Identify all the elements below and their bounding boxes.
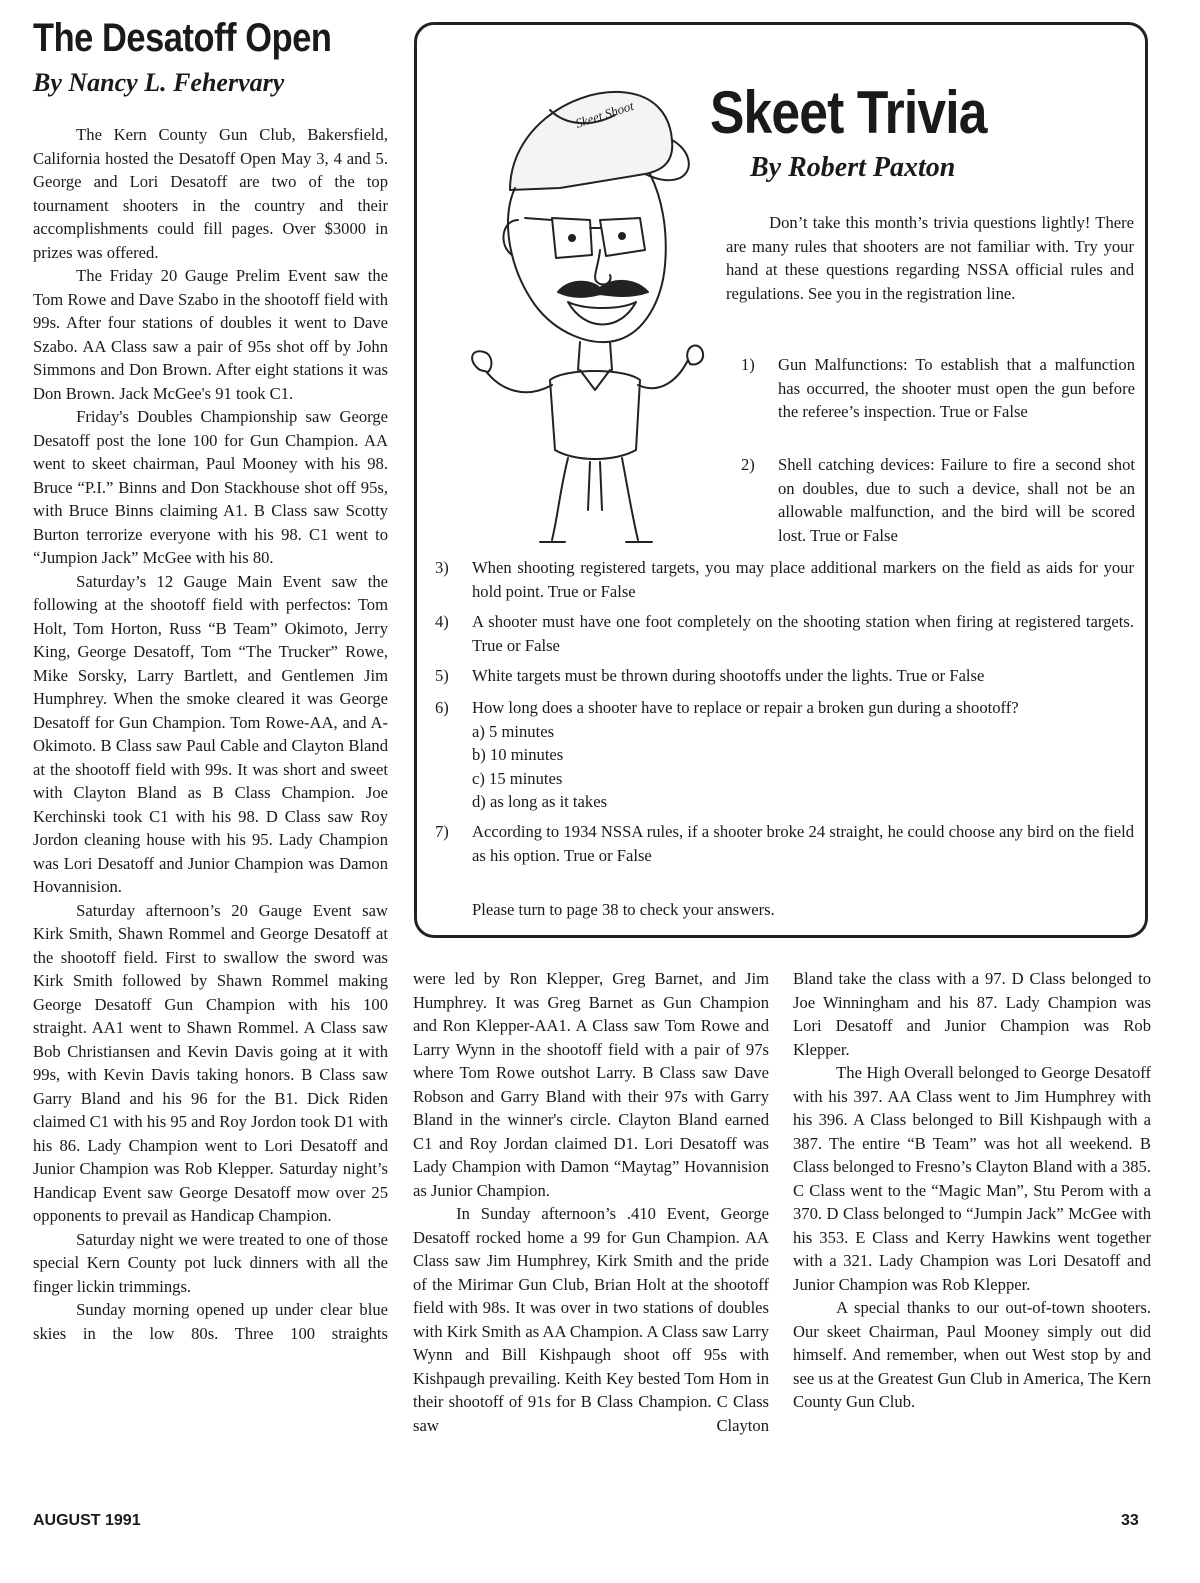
article-title: The Desatoff Open	[33, 16, 332, 60]
question-number: 5)	[435, 666, 449, 685]
paragraph: Saturday night we were treated to one of those special Kern County pot luck dinners with all the finger lickin trimmings.	[33, 1229, 388, 1296]
question-text: White targets must be thrown during shootoffs under the lights. True or False	[472, 666, 985, 685]
paragraph: Sunday morning opened up under clear blue skies in the low 80s. Three 100 straights	[33, 1300, 388, 1343]
trivia-byline: By Robert Paxton	[750, 152, 956, 183]
paragraph: In Sunday afternoon’s .410 Event, George Desatoff rocked home a 99 for Gun Champion. AA Class saw Jim Humphrey, Kirk Smith and the pride of the Mirimar Gun Club, Brian Holt at the shootoff field with 98s. It was over in two stations of doubles with Kirk Smith as AA Champion. A Class saw Larry Wynn and Bill Kishpaugh shoot off 95s with Kishpaugh prevailing. Keith Key bested Tom Hom in their shootoff of 91s for B Class Champion. C Class saw Clayton	[413, 1204, 769, 1435]
paragraph: Bland take the class with a 97. D Class belonged to Joe Winningham and his 87. Lady Champion was Lori Desatoff and Junior Champion was Rob Klepper.	[793, 969, 1151, 1059]
trivia-closing	[472, 898, 1072, 922]
question-number: 4)	[435, 612, 449, 631]
article-column-3	[793, 967, 1151, 1414]
answer-option: d) as long as it takes	[472, 792, 608, 811]
caricature-illustration	[440, 70, 720, 550]
answer-option: a) 5 minutes	[472, 721, 555, 741]
trivia-title: Skeet Trivia	[710, 79, 987, 146]
paragraph: A special thanks to our out-of-town shooters. Our skeet Chairman, Paul Mooney simply out did himself. And remember, when out West stop by and see us at the Greatest Gun Club in America, The Kern County Gun Club.	[793, 1298, 1151, 1411]
answer-option: c) 15 minutes	[472, 768, 563, 788]
article-byline: By Nancy L. Fehervary	[33, 68, 285, 97]
question-text	[472, 696, 1134, 814]
paragraph: Saturday’s 12 Gauge Main Event saw the following at the shootoff field with perfectos: Tom Holt, Tom Horton, Russ “B Team” Okimoto, Jerry King, George Desatoff, Tom “The Trucker” Rowe, Mike Sorsky, Larry Bartlett, and Gentlemen Jim Humphrey. When the smoke cleared it was George Desatoff for Gun Champion. Tom Rowe-AA, and A-Okimoto. B Class saw Paul Cable and Clayton Bland at the shootoff field with 99s. It was short and sweet with Clayton Bland as B Class Champion. Joe Kerchinski took C1 with his 98. D Class saw Roy Jordon cleaning house with his 95. Lady Champion was Lori Desatoff and Junior Champion was Damon Hovannision.	[33, 571, 388, 896]
issue-date: AUGUST 1991	[33, 1512, 141, 1529]
closing-text: Please turn to page 38 to check your answers.	[472, 900, 775, 919]
paragraph: The High Overall belonged to George Desatoff with his 397. AA Class went to Jim Humphrey with his 396. A Class belonged to Bill Kishpaugh with a 387. The entire “B Team” was hot all weekend. B Class belonged to Fresno’s Clayton Bland with a 385. C Class went to the “Magic Man”, Stu Perom with a 370. D Class belonged to “Jumpin Jack” McGee with his 353. E Class and Kerry Hawkins went together with a 321. Lady Champion was Lori Desatoff and Junior Champion was Rob Klepper.	[793, 1063, 1151, 1294]
question-number: 6)	[435, 698, 449, 717]
cap-lettering: Skeet Shoot	[573, 97, 636, 131]
paragraph: Don’t take this month’s trivia questions lightly! There are many rules that shooters are not familiar with. Try your hand at these questions regarding NSSA official rules and regulations. See you in the registration line.	[726, 213, 1134, 303]
question-text: Gun Malfunctions: To establish that a malfunction has occurred, the shooter must open the gun before the referee’s inspection. True or False	[778, 355, 1135, 421]
paragraph: The Kern County Gun Club, Bakersfield, California hosted the Desatoff Open May 3, 4 and 5. George and Lori Desatoff are two of the top tournament shooters in the country and their accomplishments could fill pages. Over $3000 in prizes was offered.	[33, 125, 388, 262]
question-text: A shooter must have one foot completely on the shooting station when firing at registered targets. True or False	[472, 612, 1134, 655]
question-text: According to 1934 NSSA rules, if a shooter broke 24 straight, he could choose any bird on the field as his option. True or False	[472, 822, 1134, 865]
trivia-intro	[726, 211, 1134, 305]
question-number: 1)	[741, 355, 755, 374]
question-text: When shooting registered targets, you may place additional markers on the field as aids for your hold point. True or False	[472, 558, 1134, 601]
question-number: 2)	[741, 455, 755, 474]
article-column-2	[413, 967, 769, 1437]
answer-option: b) 10 minutes	[472, 745, 564, 764]
paragraph: Friday's Doubles Championship saw George Desatoff post the lone 100 for Gun Champion. AA went to skeet chairman, Paul Mooney with his 98. Bruce “P.I.” Binns and Don Stackhouse shot off 95s, with Bruce Binns claiming A1. B Class saw Scotty Burton terrorize everyone with his 98. C1 went to “Jumpion Jack” McGee with his 80.	[33, 407, 388, 567]
article-column-1	[33, 123, 388, 1345]
question-prompt: How long does a shooter have to replace or repair a broken gun during a shootoff?	[472, 698, 1019, 717]
question-number: 7)	[435, 822, 449, 841]
question-text: Shell catching devices: Failure to fire a second shot on doubles, due to such a device, shall not be an allowable malfunction, and the bird will be scored lost. True or False	[778, 455, 1135, 545]
paragraph: were led by Ron Klepper, Greg Barnet, and Jim Humphrey. It was Greg Barnet as Gun Champion and Ron Klepper-AA1. A Class saw Tom Rowe and Larry Wynn in the shootoff field with a pair of 97s where Tom Rowe outshot Larry. B Class saw Dave Robson and Garry Bland with their 97s with Garry Bland in the winner's circle. Clayton Bland earned C1 and Roy Jordan claimed D1. Lori Desatoff was Lady Champion with Damon “Maytag” Hovannision as Junior Champion.	[413, 969, 769, 1200]
page-number: 33	[1121, 1512, 1139, 1529]
paragraph: The Friday 20 Gauge Prelim Event saw the Tom Rowe and Dave Szabo in the shootoff field with 99s. After four stations of doubles it went to Dave Szabo. AA Class saw a pair of 95s shot off by John Simmons and Don Brown. After eight stations it was Don Brown. Jack McGee's 91 took C1.	[33, 266, 388, 403]
question-number: 3)	[435, 558, 449, 577]
paragraph: Saturday afternoon’s 20 Gauge Event saw Kirk Smith, Shawn Rommel and George Desatoff at the shootoff field. First to swallow the sword was Kirk Smith followed by Shawn Rommel making George Desatoff Gun Champion with his 100 straight. AA1 went to Shawn Rommel. A Class saw Bob Christiansen and Kevin Davis going at it with 99s, with Kevin Davis taking honors. B Class saw Garry Bland and his 96 for the B1. Dick Riden claimed C1 with his 95 and Roy Jordon took D1 with his 86. Lady Champion went to Lori Desatoff and Junior Champion was Rob Klepper. Saturday night’s Handicap Event saw George Desatoff mow over 25 opponents to prevail as Handicap Champion.	[33, 900, 388, 1225]
